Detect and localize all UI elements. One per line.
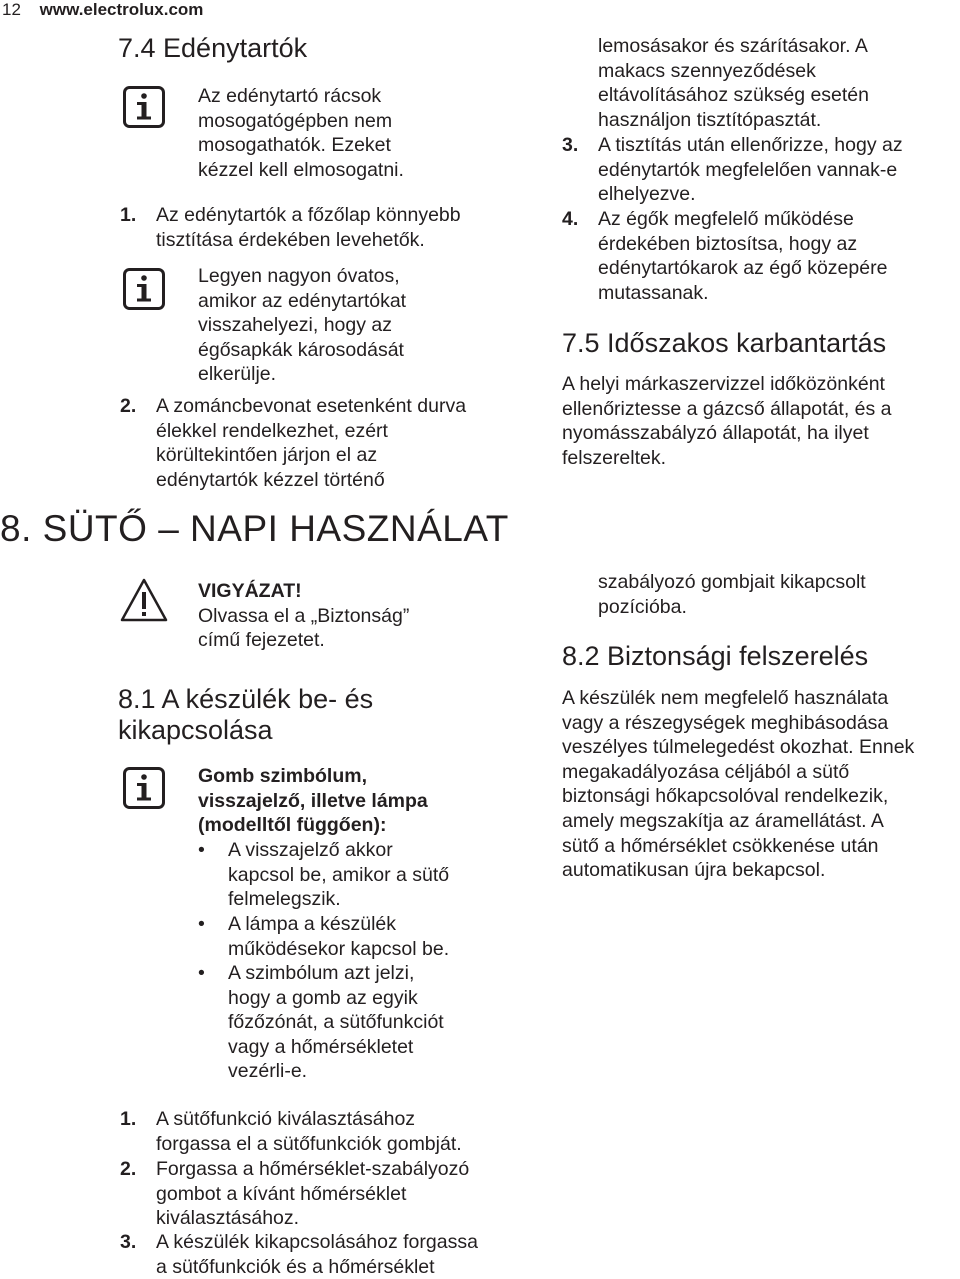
warning-note: VIGYÁZAT! Olvassa el a „Biztonság” című fejezetet. <box>198 580 410 652</box>
warning-icon <box>119 577 169 623</box>
section-8-2-text: A készülék nem megfelelő használata vagy a részegységek meghibásodása veszélyes túlmelegedést okozhat. Ennek megakadályozása céljából a sütő biztonsági hőkapcsolóval rendelkezik, amely megszakítja az áramellátást. A sütő a hőmérséklet csökkenése után automatikusan újra bekapcsol. <box>562 687 915 882</box>
list-item: • A lámpa a készülék működésekor kapcsol be. <box>198 913 450 960</box>
section-7-5-title: 7.5 Időszakos karbantartás <box>562 328 887 358</box>
section-8-1-title: 8.1 A készülék be- és kikapcsolása <box>118 684 374 745</box>
section-7-5-text: A helyi márkaszervizzel időközönként ellenőriztesse a gázcső állapotát, és a nyomásszabályzó állapotát, ha ilyet felszereltek. <box>562 373 892 469</box>
note-careful: Legyen nagyon óvatos, amikor az edénytartókat visszahelyezi, hogy az égősapkák károsodását elkerülje. <box>198 265 407 386</box>
oven-step-3-continued: szabályozó gombjait kikapcsolt pozícióba. <box>598 571 866 618</box>
info-icon <box>123 86 165 128</box>
info-icon <box>123 767 165 809</box>
website-url: www.electrolux.com <box>39 0 204 19</box>
warning-label: VIGYÁZAT! <box>198 580 302 602</box>
list-item: • A szimbólum azt jelzi, hogy a gomb az egyik főzőzónát, a sütőfunkciót vagy a hőmérsékletet vezérli-e. <box>198 962 444 1083</box>
section-7-4-title: 7.4 Edénytartók <box>118 33 308 63</box>
step-2-continued: lemosásakor és szárításakor. A makacs szennyeződések eltávolításához szükség esetén használjon tisztítópasztát. <box>598 35 870 131</box>
bullet-list <box>198 838 538 1084</box>
section-8-2-title: 8.2 Biztonsági felszerelés <box>562 641 869 671</box>
note-dishwasher: Az edénytartó rácsok mosogatógépben nem mosogathatók. Ezeket kézzel kell elmosogatni. <box>198 85 404 181</box>
knob-symbol-note: Gomb szimbólum, visszajelző, illetve lámpa (modelltől függően): <box>198 765 428 837</box>
page-number: 12 <box>2 0 21 19</box>
page-header <box>2 0 203 20</box>
section-8-title: 8. SÜTŐ – NAPI HASZNÁLAT <box>0 508 509 549</box>
list-item: • A visszajelző akkor kapcsol be, amikor a sütő felmelegszik. <box>198 839 450 911</box>
info-icon <box>123 268 165 310</box>
